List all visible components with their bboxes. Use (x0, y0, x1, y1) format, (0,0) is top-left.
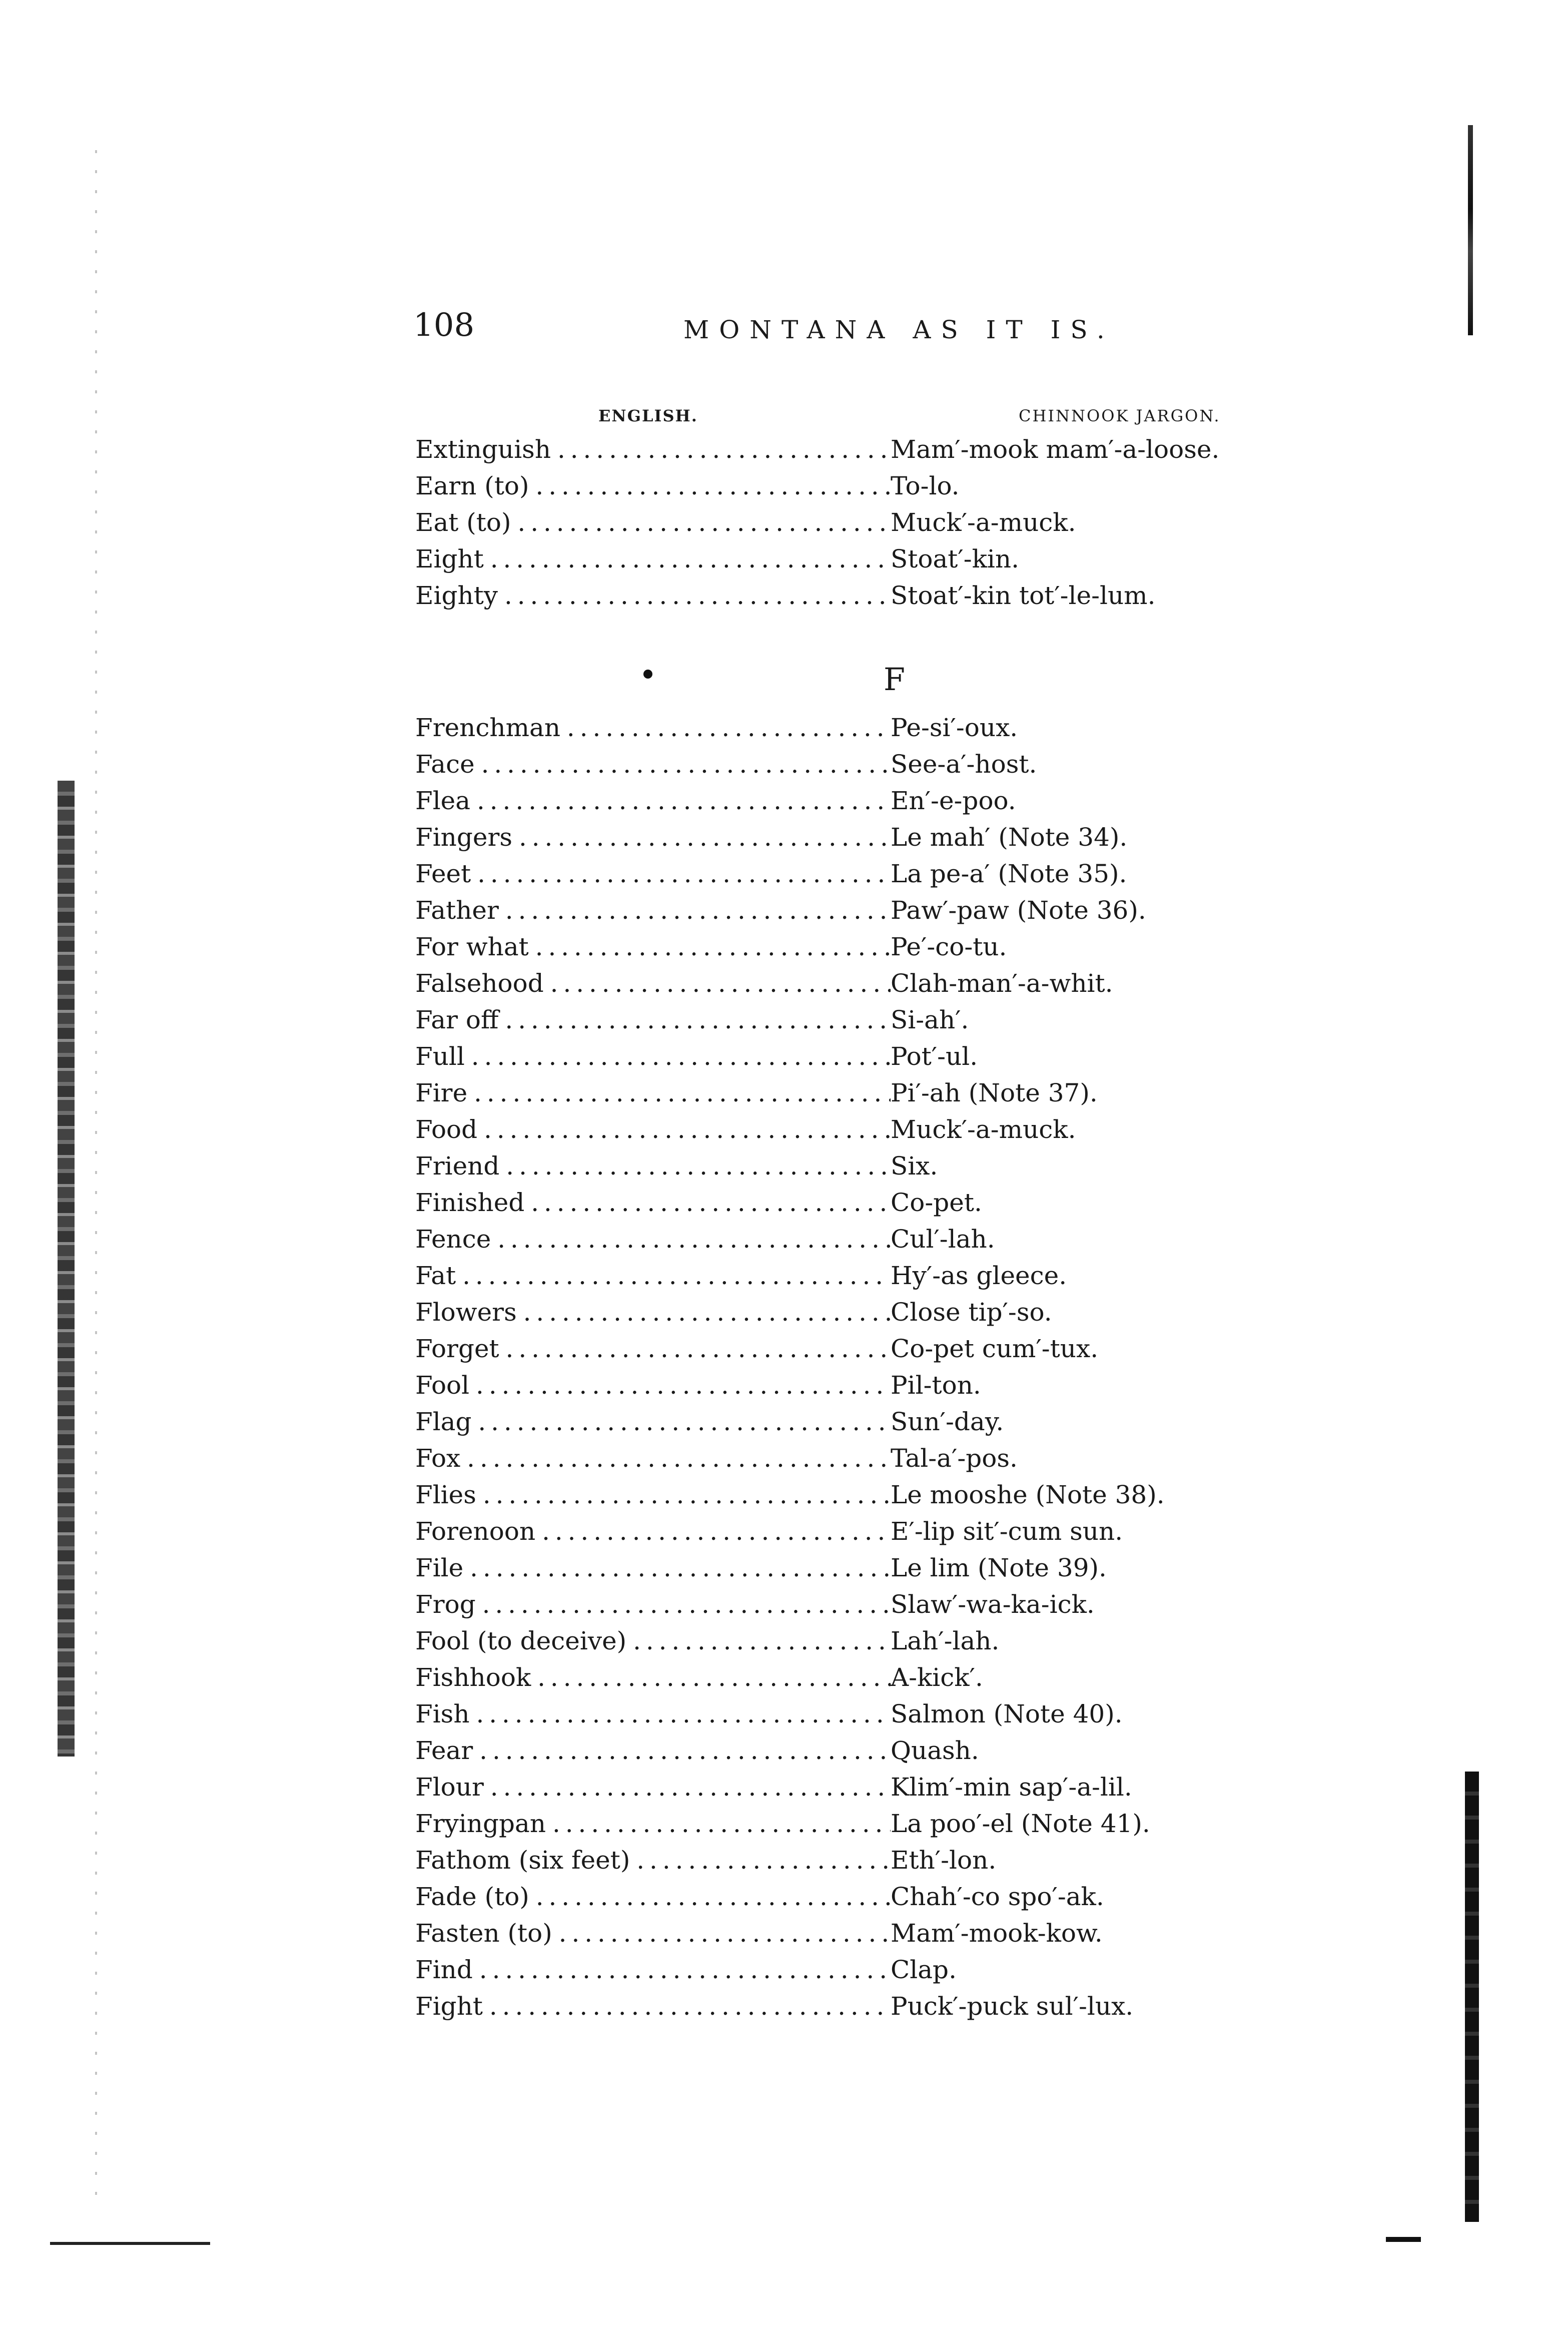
jargon-translation: Puck′-puck sul′-lux. (891, 1992, 1134, 2021)
jargon-translation: La pe-a′ (Note 35). (891, 859, 1127, 888)
english-word: Fade (to) . . . (415, 1879, 891, 1915)
vocabulary-list-f (415, 710, 1256, 2025)
jargon-translation: Pot′-ul. (891, 1042, 978, 1071)
english-word: Fear . . . (415, 1732, 891, 1769)
vocabulary-list-e (415, 431, 1256, 614)
jargon-translation: Co-pet cum′-tux. (891, 1334, 1099, 1363)
jargon-translation: Pil-ton. (891, 1371, 981, 1400)
english-word: Falsehood . . . (415, 965, 891, 1002)
english-word: Fathom (six feet) . . . (415, 1842, 891, 1879)
english-word: Forget . . . (415, 1331, 891, 1367)
page-number: 108 (413, 307, 475, 344)
jargon-translation: Tal-a′-pos. (891, 1444, 1018, 1473)
english-word: Food . . . (415, 1111, 891, 1148)
jargon-translation: Slaw′-wa-ka-ick. (891, 1590, 1095, 1619)
english-word: For what . . . (415, 929, 891, 965)
english-word: Flies . . . (415, 1477, 891, 1513)
vocabulary-entry (415, 1550, 1256, 1586)
vocabulary-entry (415, 710, 1256, 746)
jargon-translation: Close tip′-so. (891, 1298, 1052, 1327)
column-heading-jargon: CHINNOOK JARGON. (1019, 406, 1221, 425)
vocabulary-entry (415, 1842, 1256, 1879)
section-letter: F (884, 661, 908, 698)
vocabulary-entry (415, 1038, 1256, 1075)
vocabulary-entry (415, 1258, 1256, 1294)
jargon-translation: Le lim (Note 39). (891, 1553, 1107, 1582)
vocabulary-entry (415, 746, 1256, 783)
jargon-translation: Klim′-min sap′-a-lil. (891, 1773, 1132, 1802)
vocabulary-entry (415, 1002, 1256, 1038)
english-word: Extinguish . . . (415, 431, 891, 468)
jargon-translation: Six. (891, 1151, 938, 1181)
jargon-translation: Stoat′-kin. (891, 544, 1019, 573)
english-word: Fish . . . (415, 1696, 891, 1732)
english-word: Full . . . (415, 1038, 891, 1075)
english-word: Fool (to deceive) . . . (415, 1623, 891, 1659)
vocabulary-entry (415, 892, 1256, 929)
scan-edge-shadow-right (1465, 1772, 1479, 2222)
english-word: Frog . . . (415, 1586, 891, 1623)
english-word: Forenoon . . . (415, 1513, 891, 1550)
jargon-translation: Clah-man′-a-whit. (891, 969, 1113, 998)
vocabulary-entry (415, 1732, 1256, 1769)
vocabulary-entry (415, 1404, 1256, 1440)
scan-edge-shadow-left (58, 781, 75, 1757)
english-word: Fox . . . (415, 1440, 891, 1477)
jargon-translation: Lah′-lah. (891, 1626, 1000, 1655)
english-word: Eighty . . . (415, 577, 891, 614)
jargon-translation: Muck′-a-muck. (891, 508, 1076, 537)
vocabulary-entry (415, 1075, 1256, 1111)
vocabulary-entry (415, 1221, 1256, 1258)
page-header (413, 305, 1194, 355)
vocabulary-entry (415, 1331, 1256, 1367)
vocabulary-entry (415, 819, 1256, 856)
jargon-translation: Pe-si′-oux. (891, 713, 1018, 742)
english-word: Find . . . (415, 1952, 891, 1988)
english-word: Fat . . . (415, 1258, 891, 1294)
english-word: Fingers . . . (415, 819, 891, 856)
vocabulary-entry (415, 1440, 1256, 1477)
scan-edge-mark-right-top (1468, 125, 1473, 335)
jargon-translation: Le mooshe (Note 38). (891, 1480, 1165, 1509)
vocabulary-entry (415, 1623, 1256, 1659)
jargon-translation: E′-lip sit′-cum sun. (891, 1517, 1123, 1546)
jargon-translation: Si-ah′. (891, 1005, 969, 1034)
jargon-translation: Quash. (891, 1736, 979, 1765)
jargon-translation: A-kick′. (891, 1663, 983, 1692)
english-word: Fasten (to) . . . (415, 1915, 891, 1952)
vocabulary-entry (415, 1952, 1256, 1988)
vocabulary-entry (415, 504, 1256, 541)
english-word: Fire . . . (415, 1075, 891, 1111)
jargon-translation: Hy′-as gleece. (891, 1261, 1067, 1290)
vocabulary-entry (415, 1586, 1256, 1623)
vocabulary-entry (415, 577, 1256, 614)
english-word: Friend . . . (415, 1148, 891, 1185)
vocabulary-entry (415, 783, 1256, 819)
vocabulary-entry (415, 1111, 1256, 1148)
jargon-translation: En′-e-poo. (891, 786, 1016, 815)
english-word: Earn (to) . . . (415, 468, 891, 504)
english-word: Feet . . . (415, 856, 891, 892)
vocabulary-entry (415, 1477, 1256, 1513)
jargon-translation: La poo′-el (Note 41). (891, 1809, 1150, 1838)
vocabulary-entry (415, 1915, 1256, 1952)
vocabulary-entry (415, 1659, 1256, 1696)
vocabulary-entry (415, 1696, 1256, 1732)
english-word: Fool . . . (415, 1367, 891, 1404)
jargon-translation: Pi′-ah (Note 37). (891, 1078, 1098, 1107)
jargon-translation: Paw′-paw (Note 36). (891, 896, 1146, 925)
vocabulary-entry (415, 1769, 1256, 1806)
english-word: Flag . . . (415, 1404, 891, 1440)
ornament-dot (643, 670, 652, 679)
english-word: Father . . . (415, 892, 891, 929)
vocabulary-entry (415, 1185, 1256, 1221)
jargon-translation: Muck′-a-muck. (891, 1115, 1076, 1144)
jargon-translation: Chah′-co spo′-ak. (891, 1882, 1104, 1911)
jargon-translation: Co-pet. (891, 1188, 982, 1217)
english-word: Far off . . . (415, 1002, 891, 1038)
jargon-translation: To-lo. (891, 471, 960, 500)
vocabulary-entry (415, 1879, 1256, 1915)
jargon-translation: Pe′-co-tu. (891, 932, 1007, 961)
vocabulary-entry (415, 1513, 1256, 1550)
column-heading-english: ENGLISH. (598, 406, 698, 425)
jargon-translation: Salmon (Note 40). (891, 1699, 1123, 1728)
vocabulary-entry (415, 1367, 1256, 1404)
english-word: Face . . . (415, 746, 891, 783)
vocabulary-entry (415, 1148, 1256, 1185)
vocabulary-entry (415, 1988, 1256, 2025)
english-word: Fryingpan . . . (415, 1806, 891, 1842)
vocabulary-entry (415, 1294, 1256, 1331)
vocabulary-entry (415, 965, 1256, 1002)
english-word: Fishhook . . . (415, 1659, 891, 1696)
english-word: Eat (to) . . . (415, 504, 891, 541)
scan-edge-speckle-left (95, 150, 97, 2202)
vocabulary-entry (415, 856, 1256, 892)
jargon-translation: Cul′-lah. (891, 1225, 995, 1254)
jargon-translation: Stoat′-kin tot′-le-lum. (891, 581, 1156, 610)
english-word: Flea . . . (415, 783, 891, 819)
english-word: File . . . (415, 1550, 891, 1586)
jargon-translation: Mam′-mook-kow. (891, 1919, 1103, 1948)
english-word: Eight . . . (415, 541, 891, 577)
jargon-translation: Mam′-mook mam′-a-loose. (891, 435, 1220, 464)
english-word: Flowers . . . (415, 1294, 891, 1331)
vocabulary-entry (415, 431, 1256, 468)
vocabulary-entry (415, 541, 1256, 577)
jargon-translation: See-a′-host. (891, 750, 1037, 779)
column-headings (413, 406, 1264, 431)
jargon-translation: Clap. (891, 1955, 957, 1984)
vocabulary-entry (415, 468, 1256, 504)
jargon-translation: Sun′-day. (891, 1407, 1004, 1436)
scan-edge-rule-bottom-right (1386, 2237, 1421, 2242)
english-word: Fight . . . (415, 1988, 891, 2025)
jargon-translation: Le mah′ (Note 34). (891, 823, 1128, 852)
jargon-translation: Eth′-lon. (891, 1846, 997, 1875)
english-word: Finished . . . (415, 1185, 891, 1221)
vocabulary-entry (415, 929, 1256, 965)
running-title: MONTANA AS IT IS. (683, 315, 1115, 344)
english-word: Frenchman . . . (415, 710, 891, 746)
vocabulary-entry (415, 1806, 1256, 1842)
scan-edge-rule-bottom-left (50, 2242, 210, 2245)
english-word: Fence . . . (415, 1221, 891, 1258)
english-word: Flour . . . (415, 1769, 891, 1806)
